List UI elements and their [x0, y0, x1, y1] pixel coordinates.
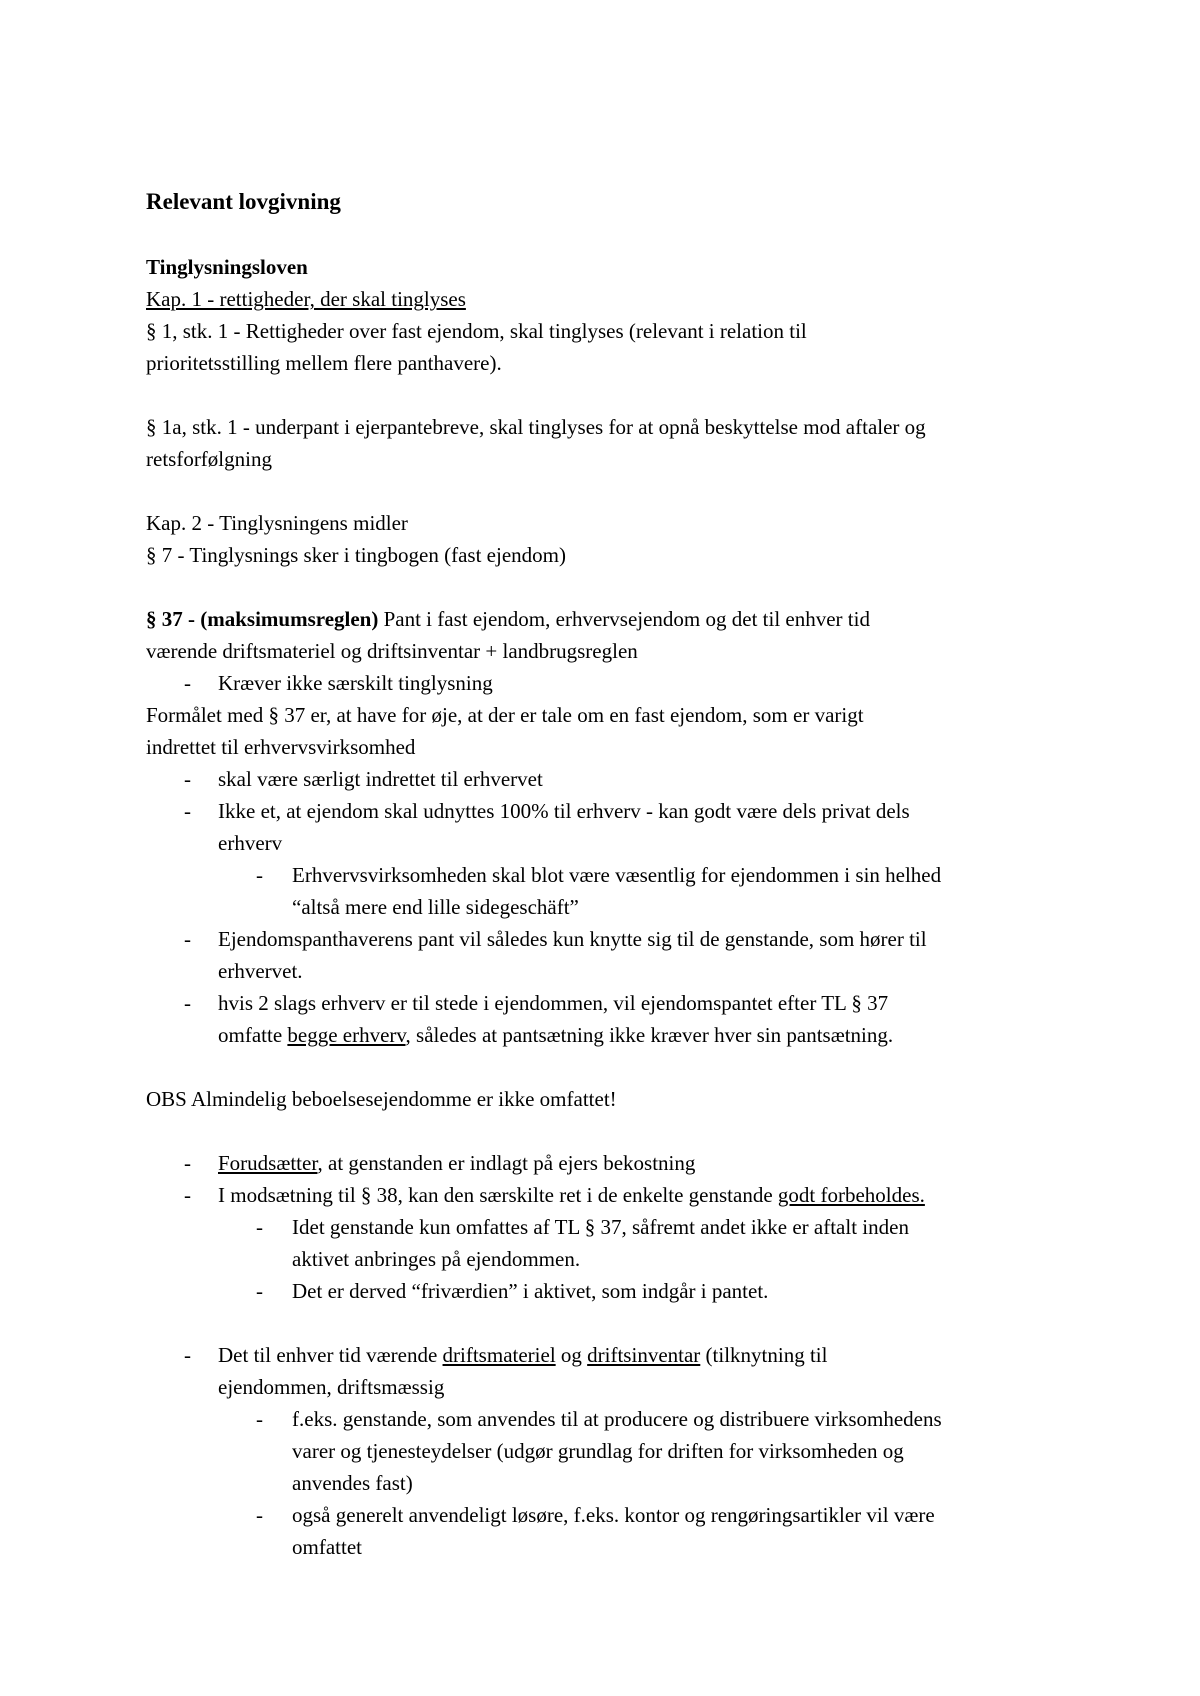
paragraph-line: prioritetsstilling mellem flere panthavere). — [146, 351, 502, 375]
bullet-dash: - — [256, 1215, 263, 1239]
paragraph-line: værende driftsmateriel og driftsinventar + landbrugsreglen — [146, 639, 638, 663]
underlined-term: Forudsætter — [218, 1151, 318, 1175]
list-item: Kræver ikke særskilt tinglysning — [218, 671, 493, 695]
bullet-dash: - — [184, 671, 191, 695]
bullet-dash: - — [184, 767, 191, 791]
bullet-dash: - — [184, 799, 191, 823]
underlined-term: driftsmateriel — [442, 1343, 556, 1367]
kap1-heading: Kap. 1 - rettigheder, der skal tinglyses — [146, 287, 466, 311]
sub-list-item-continued: anvendes fast) — [292, 1471, 413, 1495]
list-item — [218, 1341, 827, 1369]
text-fragment: omfatte — [218, 1023, 288, 1047]
paragraph-line: retsforfølgning — [146, 447, 272, 471]
section-heading: Tinglysningsloven — [146, 255, 308, 279]
list-item — [218, 1181, 925, 1209]
underlined-term: godt forbeholdes. — [777, 1183, 925, 1207]
kap2-heading: Kap. 2 - Tinglysningens midler — [146, 511, 408, 535]
sub-list-item: Det er derved “friværdien” i aktivet, som indgår i pantet. — [292, 1279, 769, 1303]
list-item — [218, 1149, 695, 1177]
bullet-dash: - — [256, 1279, 263, 1303]
sub-list-item: også generelt anvendeligt løsøre, f.eks. kontor og rengøringsartikler vil være — [292, 1503, 935, 1527]
text-fragment: , at genstanden er indlagt på ejers bekostning — [317, 1151, 696, 1175]
text-fragment: I modsætning til § 38, kan den særskilte ret i de enkelte genstande — [218, 1183, 778, 1207]
underlined-term: begge erhverv — [287, 1023, 406, 1047]
p37-bold-label: § 37 - (maksimumsreglen) — [146, 607, 379, 631]
bullet-dash: - — [256, 863, 263, 887]
text-fragment: , således at pantsætning ikke kræver hver sin pantsætning. — [405, 1023, 894, 1047]
paragraph-line: Formålet med § 37 er, at have for øje, at der er tale om en fast ejendom, som er varigt — [146, 703, 864, 727]
text-fragment: og — [555, 1343, 588, 1367]
list-item-continued: erhverv — [218, 831, 283, 855]
list-item: Ejendomspanthaverens pant vil således kun knytte sig til de genstande, som hører til — [218, 927, 927, 951]
paragraph-line: § 7 - Tinglysnings sker i tingbogen (fast ejendom) — [146, 543, 566, 567]
sub-list-item-continued: varer og tjenesteydelser (udgør grundlag for driften for virksomheden og — [292, 1439, 904, 1463]
list-item-continued — [218, 1021, 893, 1049]
obs-note: OBS Almindelig beboelsesejendomme er ikke omfattet! — [146, 1087, 617, 1111]
bullet-dash: - — [256, 1503, 263, 1527]
list-item: skal være særligt indrettet til erhvervet — [218, 767, 543, 791]
sub-list-item: f.eks. genstande, som anvendes til at producere og distribuere virksomhedens — [292, 1407, 942, 1431]
paragraph-line: § 1a, stk. 1 - underpant i ejerpantebreve, skal tinglyses for at opnå beskyttelse mod aftaler og — [146, 415, 926, 439]
bullet-dash: - — [184, 1183, 191, 1207]
bullet-dash: - — [184, 991, 191, 1015]
paragraph-line — [146, 605, 870, 633]
text-fragment: (tilknytning til — [700, 1343, 828, 1367]
list-item: Ikke et, at ejendom skal udnyttes 100% til erhverv - kan godt være dels privat dels — [218, 799, 910, 823]
sub-list-item: Idet genstande kun omfattes af TL § 37, såfremt andet ikke er aftalt inden — [292, 1215, 909, 1239]
text-fragment: Det til enhver tid værende — [218, 1343, 443, 1367]
bullet-dash: - — [256, 1407, 263, 1431]
bullet-dash: - — [184, 1151, 191, 1175]
list-item-continued: ejendommen, driftsmæssig — [218, 1375, 445, 1399]
sub-list-item-continued: aktivet anbringes på ejendommen. — [292, 1247, 581, 1271]
list-item: hvis 2 slags erhverv er til stede i ejendommen, vil ejendomspantet efter TL § 37 — [218, 991, 889, 1015]
underlined-term: driftsinventar — [587, 1343, 701, 1367]
sub-list-item: Erhvervsvirksomheden skal blot være væsentlig for ejendommen i sin helhed — [292, 863, 942, 887]
sub-list-item-continued: omfattet — [292, 1535, 362, 1559]
sub-list-item-continued: “altså mere end lille sidegeschäft” — [292, 895, 579, 919]
list-item-continued: erhvervet. — [218, 959, 303, 983]
p37-text: Pant i fast ejendom, erhvervsejendom og det til enhver tid — [378, 607, 870, 631]
paragraph-line: § 1, stk. 1 - Rettigheder over fast ejendom, skal tinglyses (relevant i relation til — [146, 319, 807, 343]
paragraph-line: indrettet til erhvervsvirksomhed — [146, 735, 416, 759]
bullet-dash: - — [184, 927, 191, 951]
document-title: Relevant lovgivning — [146, 189, 341, 214]
bullet-dash: - — [184, 1343, 191, 1367]
